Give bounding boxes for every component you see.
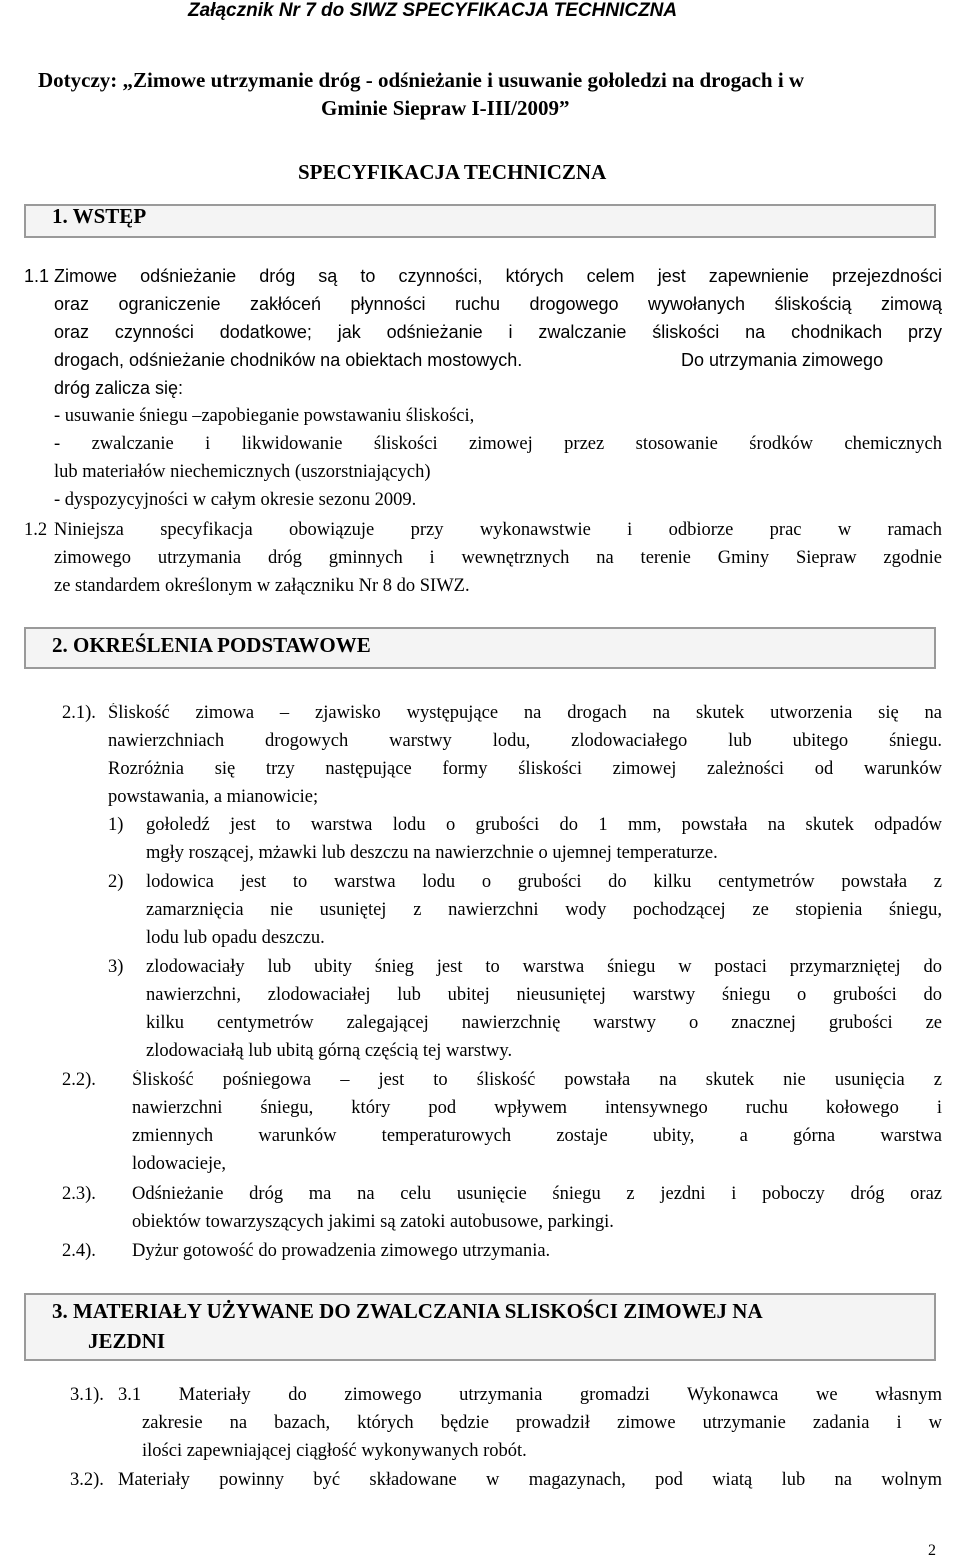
subitem-3-line-2: nawierzchni, zlodowaciałej lub ubitej nieusuniętej warstwy śniegu o grubości do bbox=[146, 985, 942, 1005]
definition-2-4-line-1: Dyżur gotowość do prowadzenia zimowego utrzymania. bbox=[132, 1241, 551, 1261]
bullet-line-1: - usuwanie śniegu –zapobieganie powstawaniu śliskości, bbox=[54, 406, 475, 426]
subitem-3-line-4: zlodowaciałą lub ubitą górną częścią tej warstwy. bbox=[146, 1041, 513, 1061]
section-1-heading-box bbox=[24, 204, 936, 238]
subitem-2-line-2: zamarznięcia nie usuniętej z nawierzchni wody pochodzącej ze stopienia śniegu, bbox=[146, 900, 942, 920]
page-number: 2 bbox=[928, 1542, 936, 1559]
bullet-line-3: lub materiałów niechemicznych (uszorstniających) bbox=[54, 462, 431, 482]
spec-heading: SPECYFIKACJA TECHNICZNA bbox=[298, 160, 607, 184]
paragraph-1-1-line-5: dróg zalicza się: bbox=[54, 378, 184, 398]
section-1-heading: 1. WSTĘP bbox=[52, 204, 147, 228]
section-2-heading: 2. OKREŚLENIA PODSTAWOWE bbox=[52, 633, 371, 657]
paragraph-1-2-line-1: Niniejsza specyfikacja obowiązuje przy wykonawstwie i odbiorze prac w ramach bbox=[54, 520, 942, 540]
definition-2-3-line-1: Odśnieżanie dróg ma na celu usunięcie śniegu z jezdni i poboczy dróg oraz bbox=[132, 1184, 942, 1204]
bullet-line-4: - dyspozycyjności w całym okresie sezonu 2009. bbox=[54, 490, 417, 510]
definition-2-1-line-2: nawierzchniach drogowych warstwy lodu, zlodowaciałego lub ubitego śniegu. bbox=[108, 731, 942, 751]
definition-2-2-number: 2.2). bbox=[62, 1070, 96, 1090]
definition-2-1-line-1: Śliskość zimowa – zjawisko występujące na drogach na skutek utworzenia się na bbox=[108, 703, 942, 723]
subitem-2-line-1: lodowica jest to warstwa lodu o grubości do kilku centymetrów powstała z bbox=[146, 872, 942, 892]
subitem-1-number: 1) bbox=[108, 815, 124, 835]
paragraph-1-1-number: 1.1 bbox=[24, 266, 50, 286]
definition-2-2-line-4: lodowacieje, bbox=[132, 1154, 226, 1174]
paragraph-1-1-line-4: drogach, odśnieżanie chodników na obiektach mostowych. bbox=[54, 350, 523, 370]
paragraph-1-1-line-2: oraz ograniczenie zakłóceń płynności ruchu drogowego wywołanych śliskością zimową bbox=[54, 294, 942, 314]
definition-2-4-number: 2.4). bbox=[62, 1241, 96, 1261]
section-3-heading-line-2: JEZDNI bbox=[88, 1329, 166, 1353]
paragraph-1-1-line-3: oraz czynności dodatkowe; jak odśnieżanie i zwalczanie śliskości na chodnikach przy bbox=[54, 322, 942, 342]
document-header-title: Załącznik Nr 7 do SIWZ SPECYFIKACJA TECHNICZNA bbox=[188, 0, 678, 21]
paragraph-1-2-line-3: ze standardem określonym w załączniku Nr 8 do SIWZ. bbox=[54, 576, 470, 596]
material-3-1-line-3: ilości zapewniającej ciągłość wykonywanych robót. bbox=[142, 1441, 527, 1461]
definition-2-2-line-2: nawierzchni śniegu, który pod wpływem intensywnego ruchu kołowego i bbox=[132, 1098, 942, 1118]
subitem-3-line-1: zlodowaciały lub ubity śnieg jest to warstwa śniegu w postaci przymarzniętej do bbox=[146, 957, 942, 977]
subitem-3-number: 3) bbox=[108, 957, 124, 977]
material-3-1-line-2: zakresie na bazach, których będzie prowadził zimowe utrzymanie zadania i w bbox=[142, 1413, 942, 1433]
material-3-2-line-1: Materiały powinny być składowane w magazynach, pod wiatą lub na wolnym bbox=[118, 1470, 942, 1490]
definition-2-1-line-3: Rozróżnia się trzy następujące formy śliskości zimowej zależności od warunków bbox=[108, 759, 942, 779]
material-3-1-line-1: 3.1 Materiały do zimowego utrzymania gromadzi Wykonawca we własnym bbox=[118, 1385, 942, 1405]
subitem-1-line-1: gołoledź jest to warstwa lodu o grubości do 1 mm, powstała na skutek odpadów bbox=[146, 815, 942, 835]
subitem-3-line-3: kilku centymetrów zalegającej nawierzchnię warstwy o znacznej grubości ze bbox=[146, 1013, 942, 1033]
paragraph-1-1-line-1: Zimowe odśnieżanie dróg są to czynności, których celem jest zapewnienie przejezdności bbox=[54, 266, 942, 286]
material-3-1-number: 3.1). bbox=[70, 1385, 104, 1405]
subitem-2-line-3: lodu lub opadu deszczu. bbox=[146, 928, 325, 948]
definition-2-2-line-3: zmiennych warunków temperaturowych zostaje ubity, a górna warstwa bbox=[132, 1126, 942, 1146]
subitem-1-line-2: mgły roszącej, mżawki lub deszczu na nawierzchnie o ujemnej temperaturze. bbox=[146, 843, 718, 863]
paragraph-1-1-line-4-tail: Do utrzymania zimowego bbox=[681, 350, 884, 370]
paragraph-1-2-number: 1.2 bbox=[24, 520, 48, 540]
subject-line-1: Dotyczy: „Zimowe utrzymanie dróg - odśnieżanie i usuwanie gołoledzi na drogach i w bbox=[38, 68, 805, 92]
definition-2-3-line-2: obiektów towarzyszących jakimi są zatoki autobusowe, parkingi. bbox=[132, 1212, 614, 1232]
definition-2-1-line-4: powstawania, a mianowicie; bbox=[108, 787, 319, 807]
subject-line-2: Gminie Siepraw I-III/2009” bbox=[321, 96, 570, 120]
section-3-heading bbox=[52, 1296, 763, 1356]
material-3-2-number: 3.2). bbox=[70, 1470, 104, 1490]
subitem-2-number: 2) bbox=[108, 872, 124, 892]
definition-2-3-number: 2.3). bbox=[62, 1184, 96, 1204]
definition-2-1-number: 2.1). bbox=[62, 703, 96, 723]
bullet-line-2: - zwalczanie i likwidowanie śliskości zimowej przez stosowanie środków chemicznych bbox=[54, 434, 942, 454]
section-3-heading-line-1: 3. MATERIAŁY UŻYWANE DO ZWALCZANIA SLISKOŚCI ZIMOWEJ NA bbox=[52, 1299, 763, 1323]
definition-2-2-line-1: Śliskość pośniegowa – jest to śliskość powstała na skutek nie usunięcia z bbox=[132, 1070, 942, 1090]
paragraph-1-2-line-2: zimowego utrzymania dróg gminnych i wewnętrznych na terenie Gminy Siepraw zgodnie bbox=[54, 548, 942, 568]
